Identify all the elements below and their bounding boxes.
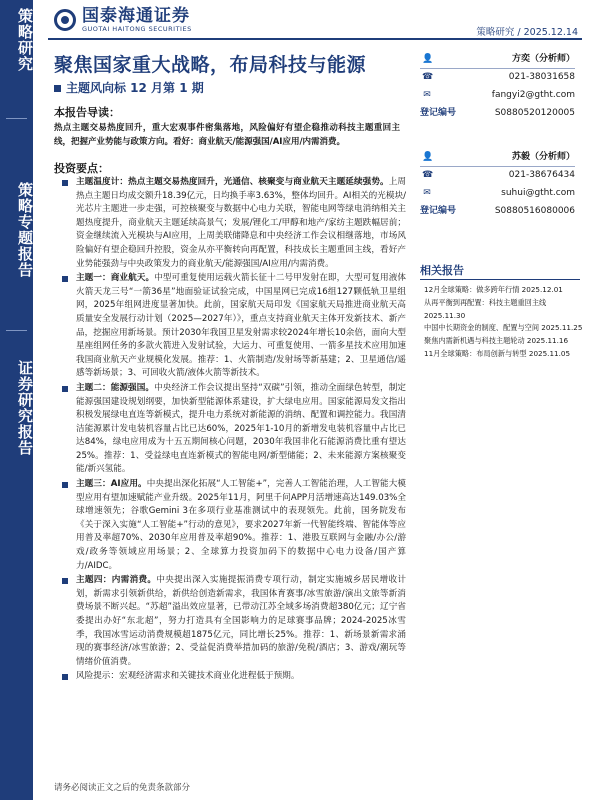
related-item[interactable]: 11月全球策略：布局创新与转型 2025.11.05 <box>424 348 571 358</box>
point-text: 中央提出深化拓展“人工智能+”，完善人工智能治理，人工智能大模型应用有望加速赋能产业升级。2025年11月，阿里千问APP月活增速高达149.03%全球增速领先；谷歌Gemini 3在多项行业基准测试中的表现领先。此前，国务院发布《关于深入实施“人工智能+”行动的意见》，要求2027年新一代智能终端、智能体等应用普及率超70%、2030年应用普及率超90%。推荐：1、港股互联网与金融/办公/游戏/政务等领域应用场景；2、全球算力投资加码下的数据中心电力设备/国产算力/AIDC。 <box>76 479 406 571</box>
point-text: 中型可重复使用运载火箭长征十二号甲发射在即，大型可复用液体火箭天龙三号“一箭36星”地面验证试验完成，中国星网已完成16组127颗低轨卫星组网，2025年组网进度显著加快。此前，国家航天局印发《国家航天局推进商业航天高质量安全发展行动计划（2025—2027年）》，重点支持商业航天主体开发新技术、新产品，挖掘应用新场景。预计2030年我国卫星发射需求较2024年增长10余倍，面向大型星座组网任务的多款火箭进入发射试验，大运力、可重复使用、一箭多星技术应用加速我国商业航天产业规模化发展。推荐：1、火箭制造/发射场等新基建；2、卫星通信/遥感等新场景；3、可回收火箭/液体火箭等新技术。 <box>76 273 406 379</box>
phone-icon: ☎ <box>422 170 434 180</box>
point-lead: 主题四：内需消费。 <box>76 575 157 586</box>
header-meta: 策略研究 / 2025.12.14 <box>476 27 578 38</box>
analyst-phone-row <box>420 168 575 183</box>
related-item[interactable]: 从再平衡到再配置：科技主题重回主线 <box>424 297 547 307</box>
analyst-phone: 021-38031658 <box>508 72 575 82</box>
sidebar <box>0 0 33 800</box>
analyst-card <box>420 150 575 219</box>
point-item <box>62 478 406 573</box>
analyst-cert: S0880516080006 <box>494 206 575 216</box>
point-item <box>62 272 406 381</box>
analyst-email[interactable]: fangyi2@gtht.com <box>491 90 575 100</box>
point-lead: 主题温度计：热点主题交易热度回升，光通信、核聚变与商业航天主题延续强势。 <box>76 177 389 187</box>
point-lead: 主题二：能源强国。 <box>76 382 155 393</box>
point-text: 风险提示：宏观经济需求和关键技术商业化进程低于预期。 <box>76 671 300 682</box>
logo-icon <box>54 9 76 31</box>
square-bullet-icon <box>54 85 61 92</box>
report-subtitle-text: 主题风向标 12 月第 1 期 <box>66 81 204 95</box>
related-item[interactable]: 12月全球策略：做多跨年行情 2025.12.01 <box>424 285 563 294</box>
related-divider <box>420 279 580 280</box>
point-lead: 主题三：AI应用。 <box>76 479 147 490</box>
point-lead: 主题一：商业航天。 <box>76 273 155 284</box>
point-text: 中央经济工作会议提出坚持“双碳”引领，推动全面绿色转型，制定能源强国建设规划纲要，加快新型能源体系建设，扩大绿电应用。国家能源局发文指出积极发展绿电直连等新模式，提升电力系统对新能源的消纳、配置和调控能力。我国清洁能源累计发电装机容量占比已达60%，2025年1-10月的新增发电装机容量中占比已达84%，绿电应用成为十五五期间核心问题，2030年我国非化石能源消费比重有望达25%。推荐：1、受益绿电直连新模式的智能电网/新型储能；2、未来能源方案核聚变能/新兴氢能。 <box>76 382 406 475</box>
point-item <box>62 176 406 271</box>
analyst-email[interactable]: suhui@gtht.com <box>501 188 575 198</box>
analyst-phone: 021-38676434 <box>508 170 575 180</box>
analyst-name: 苏毅（分析师） <box>511 152 575 162</box>
related-heading: 相关报告 <box>420 264 464 277</box>
analyst-name-row <box>420 52 575 67</box>
invest-points <box>62 176 406 685</box>
analyst-cert-row <box>420 204 575 219</box>
point-text: 上周热点主题日均成交额升18.39亿元，日均换手率3.63%，整体均回升。AI相关的光模块/光芯片主题进一步走强，可控核聚变与数据中心电力关联，智能电网等绿电消纳相关主题热度提升，商业航天主题延续高景气；发展/锂化工/甲醇和地产/家纺主题跌幅居前；资金继续流入光模块与AI应用，上周美联储降息和中央经济工作会议相继落地，市场风险偏好有望企稳回升控股，资金从亦平衡转向再配置，科技成长主题重回主线，看好产业势能强劲与中央政策发力的商业航天/能源强国/AI应用/内需消费。 <box>76 177 406 269</box>
risk-warning <box>62 670 406 684</box>
cert-label: 登记编号 <box>420 108 457 118</box>
mail-icon: ✉ <box>423 90 431 100</box>
analyst-cert-row <box>420 106 575 121</box>
related-item[interactable]: 聚焦内需新机遇与科技主题轮动 2025.11.16 <box>424 336 569 346</box>
phone-icon: ☎ <box>422 72 434 82</box>
report-summary: 热点主题交易热度回升，重大宏观事件密集落地，风险偏好有望企稳推动科技主题重回主线，把握产业势能与政策方向。看好：商业航天/能源强国/AI应用/内需消费。 <box>54 123 400 147</box>
cert-label: 登记编号 <box>420 206 457 216</box>
analyst-card <box>420 52 575 121</box>
point-item <box>62 382 406 477</box>
sidebar-divider <box>6 330 27 331</box>
invest-heading: 投资要点： <box>54 162 109 175</box>
analyst-email-row <box>420 88 575 103</box>
user-icon: 👤 <box>422 54 434 64</box>
guide-heading: 本报告导读： <box>54 106 120 119</box>
related-item[interactable]: 2025.11.30 <box>424 310 466 320</box>
sidebar-divider <box>6 118 27 119</box>
related-item[interactable]: 中国中长期资金的制度、配置与空间 2025.11.25 <box>424 323 583 333</box>
analyst-name: 方奕（分析师） <box>511 54 575 64</box>
analyst-phone-row <box>420 70 575 85</box>
sidebar-label-securities: 证券研究报告 <box>16 360 34 456</box>
analyst-cert: S0880520120005 <box>494 108 575 118</box>
analyst-divider <box>420 68 575 69</box>
company-logo <box>54 6 192 34</box>
sidebar-label-strategy: 策略研究 <box>16 8 34 72</box>
mail-icon: ✉ <box>423 188 431 198</box>
user-icon: 👤 <box>422 152 434 162</box>
point-text: 中央提出深入实施提振消费专项行动，制定实施城乡居民增收计划，新需求引领新供给，新供给创造新需求，我国体育赛事/冰雪旅游/演出文旅等新消费场景不断兴起。“苏超”溢出效应显著，已带动江苏全域多场消费超380亿元；辽宁省委提出办好“东北超”，努力打造具有全国影响力的足球赛事品牌；2024-2025冰雪季，我国冰雪运动消费规模超1875亿元，同比增长25%。推荐：1、新场景新需求涌现的赛事经济/冰雪旅游；2、受益促消费举措加码的旅游/免税/酒店；3、游戏/潮玩等情绪价值消费。 <box>76 575 406 667</box>
sidebar-label-report-type: 策略专题报告 <box>16 182 34 278</box>
point-item <box>62 574 406 669</box>
disclaimer-footer: 请务必阅读正文之后的免责条款部分 <box>54 783 191 793</box>
related-list <box>424 284 584 361</box>
analyst-email-row <box>420 186 575 201</box>
analyst-name-row <box>420 150 575 165</box>
report-title: 聚焦国家重大战略，布局科技与能源 <box>54 54 367 76</box>
logo-name-cn: 国泰海通证券 <box>82 6 190 26</box>
analyst-divider <box>420 166 575 167</box>
report-subtitle <box>54 79 204 96</box>
logo-name-en: GUOTAI HAITONG SECURITIES <box>82 25 192 33</box>
header-divider <box>48 38 582 40</box>
